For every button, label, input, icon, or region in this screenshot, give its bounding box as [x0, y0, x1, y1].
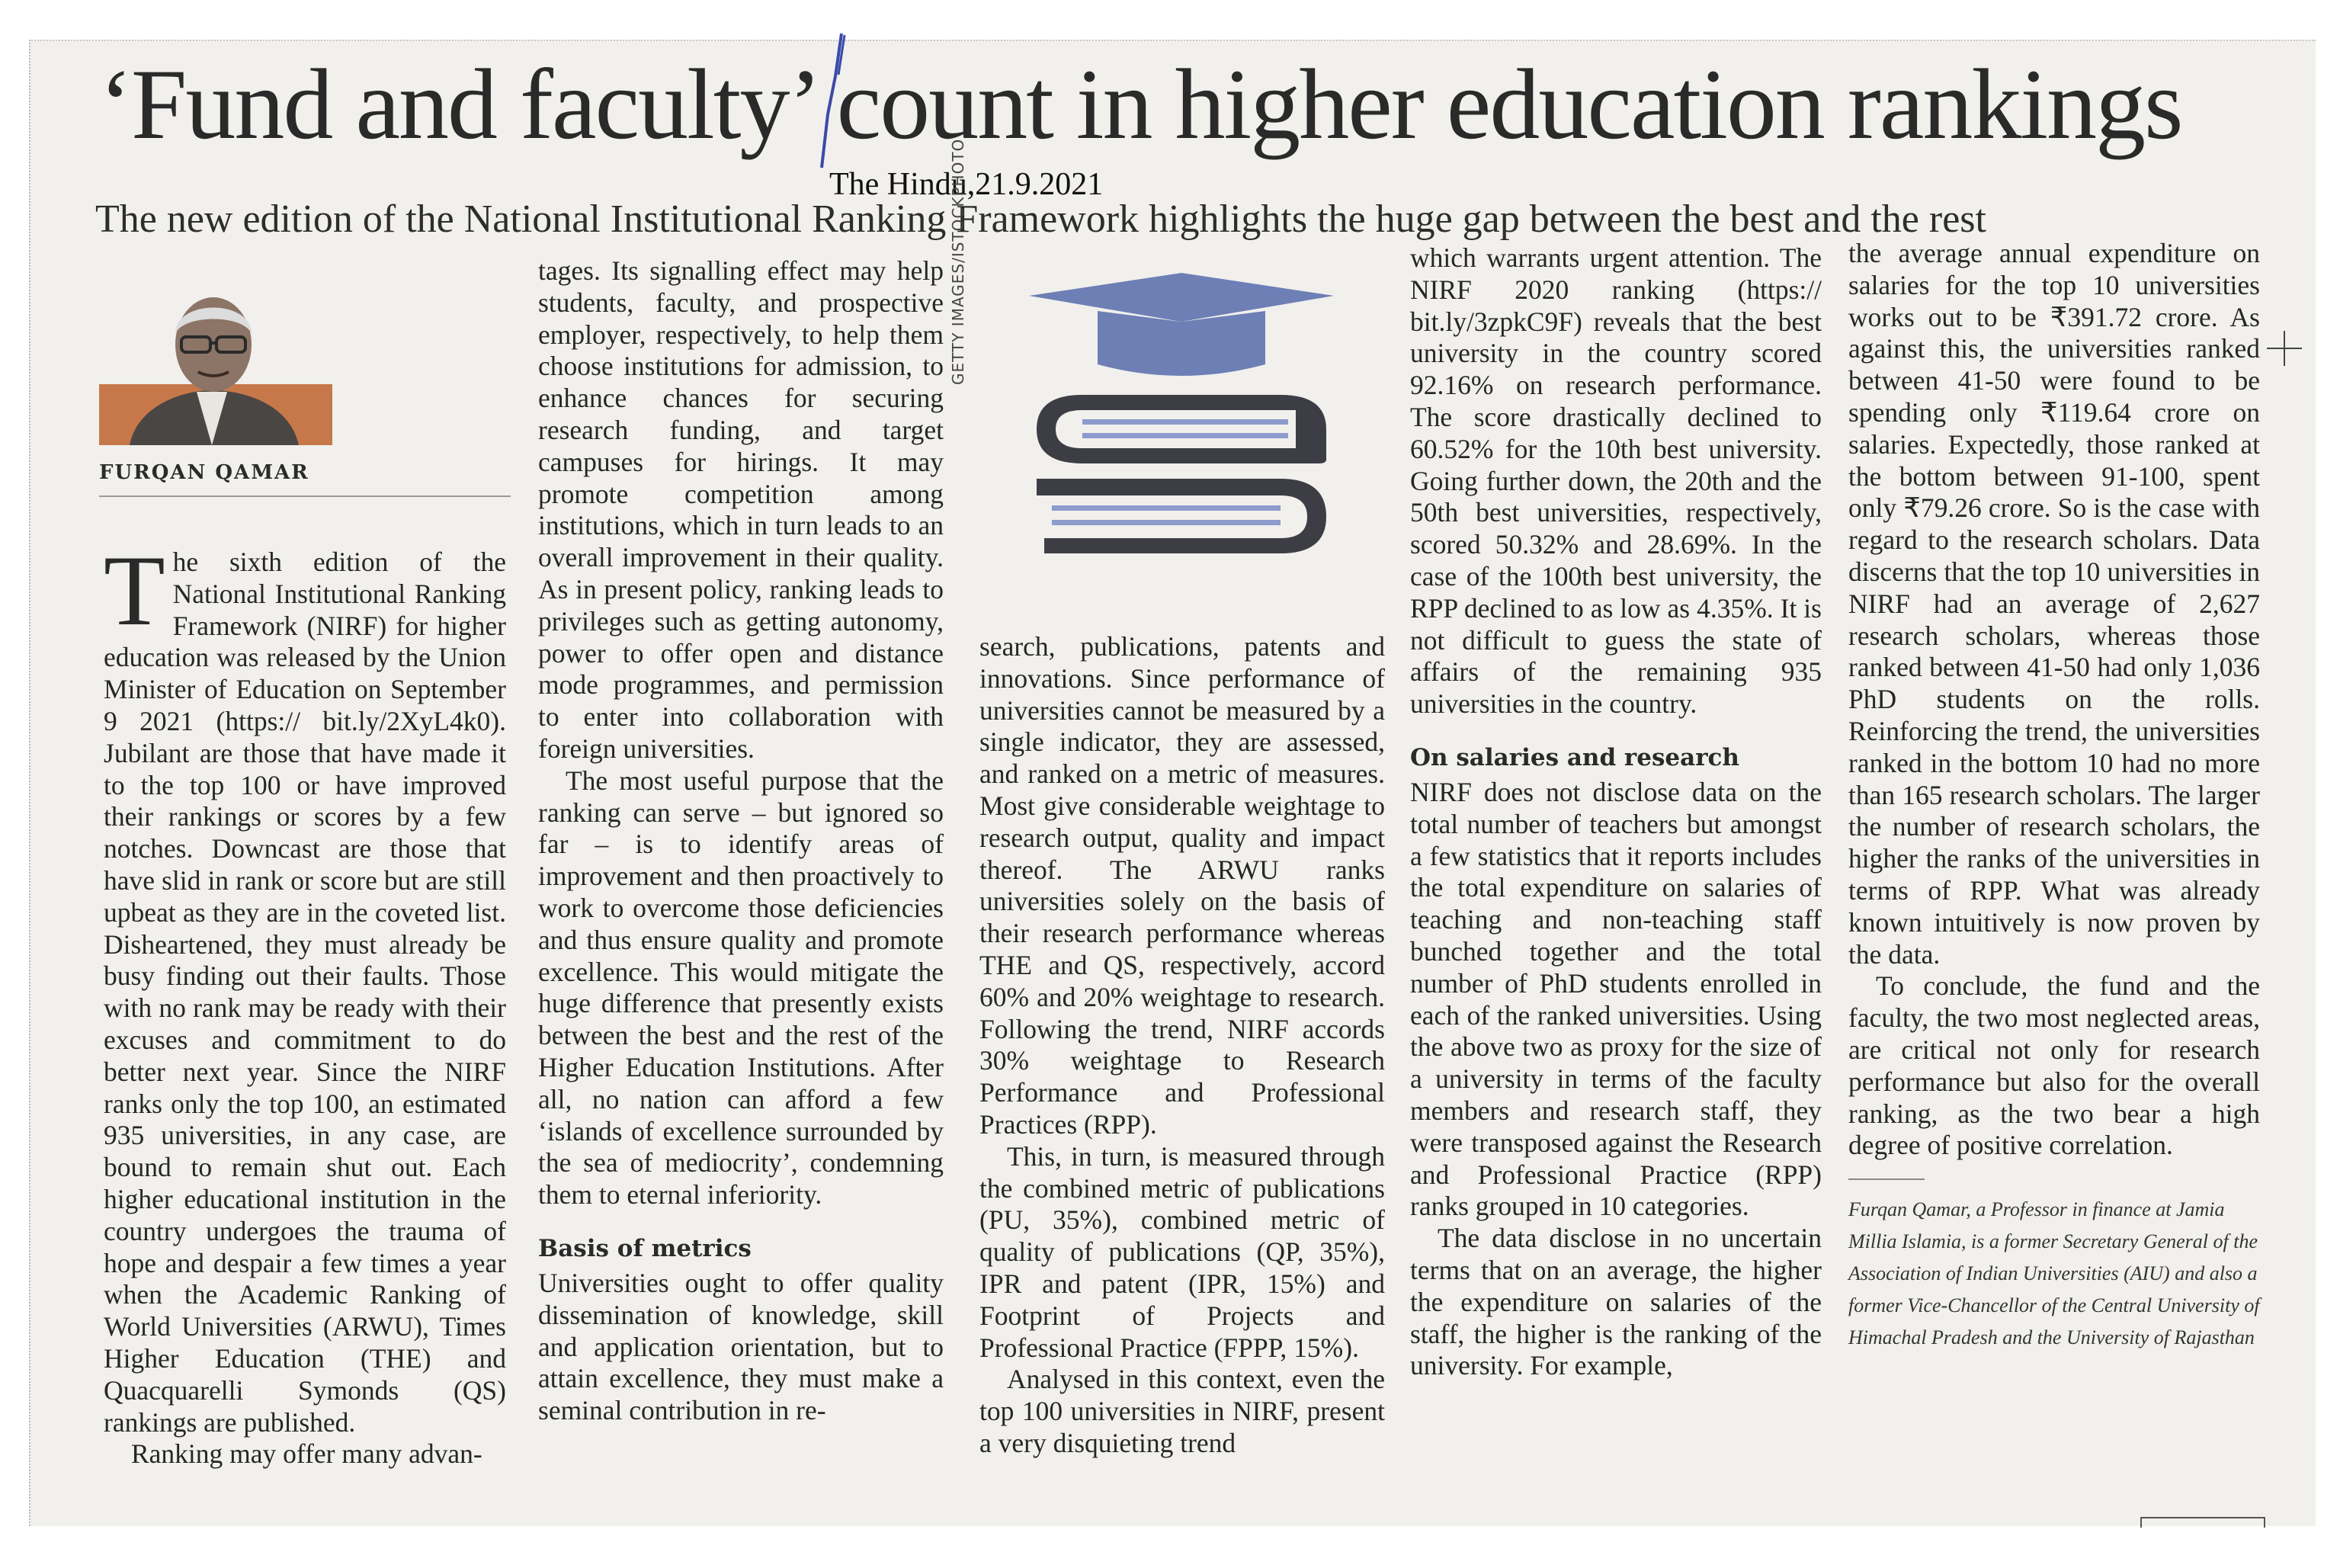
headline: ‘Fund and faculty’ count in higher education rankings — [99, 48, 2182, 160]
dropcap: T — [104, 534, 165, 646]
crosshair-icon — [2265, 329, 2303, 367]
paragraph — [104, 534, 506, 1438]
paragraph: This, in turn, is measured through the combined metric of publications (PU, 35%), combined metric of quality of publications (QP, 35%), IPR and patent (IPR, 15%) and Footprint of Projects and Professional Practice (FPPP, 15%). — [979, 1140, 1385, 1363]
paragraph: which warrants urgent attention. The NIRF 2020 ranking (https:// bit.ly/3zpkC9F) reveals that the best university in the country scored 92.16% on research performance. The score drastically declined to 60.52% for the 10th best university. Going further down, the 20th and the 50th best universities, respectively, scored 50.32% and 28.69%. In the case of the 100th best university, the RPP declined to as low as 4.35%. It is not difficult to guess the state of affairs of the remaining 935 universities in the country. — [1410, 242, 1822, 720]
paragraph: The data disclose in no uncertain terms that on an average, the higher the expenditure on salaries of the staff, the higher is the ranking of the university. For example, — [1410, 1223, 1822, 1381]
paragraph-text: he sixth edition of the National Institutional Ranking Framework (NIRF) for higher education was released by the Union Minister of Education on September 9 2021 (https:// bit.ly/2XyL4k0). Jubilant are those that have made it to the top 100 or have improved their rankings or scores by a few notches. Downcast are those that have slid in rank or score but are still upbeat as they are in the coveted list. Disheartened, they must already be busy finding out their faults. Those with no rank may be ready with their excuses and commitment to do better next year. Since the NIRF ranks only the top 100, an estimated 935 universities, in any case, are bound to remain shut out. Each higher educational institution in the country undergoes the trauma of hope and despair a few times a year when the Academic Ranking of World Universities (ARWU), Times Higher Education (THE) and Quacquarelli Symonds (QS) rankings are published. — [104, 547, 506, 1438]
column-4 — [1410, 242, 1822, 1382]
byline-rule — [99, 495, 511, 497]
column-2 — [538, 255, 944, 1427]
paragraph: To conclude, the fund and the faculty, the two most neglected areas, are critical not only for research performance but also for the overall ranking, as the two bear a high degree of positive correlation. — [1848, 970, 2260, 1161]
author-bio: Furqan Qamar, a Professor in finance at Jamia Millia Islamia, is a former Secretary General of the Association of Indian Universities (AIU) and also a former Vice-Chancellor of the Central University of Himachal Pradesh and the University of Rajasthan — [1848, 1198, 2260, 1349]
paragraph: tages. Its signalling effect may help students, faculty, and prospective employer, respectively, to help them choose institutions for admission, to enhance chances for securing research funding, and target campuses for hirings. It may promote competition among institutions, which in turn leads to an overall improvement in their quality. As in present policy, ranking leads to privileges such as getting autonomy, power to offer open and distance mode programmes, and permission to enter into collaboration with foreign universities. — [538, 255, 944, 764]
section-heading: On salaries and research — [1410, 743, 1739, 771]
paragraph: search, publications, patents and innovations. Since performance of universities cannot be measured by a single indicator, they are assessed, and ranked on a metric of measures. Most give considerable weightage to research output, quality and impact thereof. The ARWU ranks universities solely on the basis of their research performance whereas THE and QS, respectively, accord 60% and 20% weightage to research. Following the trend, NIRF accords 30% weightage to Research Performance and Professional Practices (RPP). — [979, 631, 1385, 1140]
paragraph: the average annual expenditure on salaries for the top 10 universities works out to be ₹391.72 crore. As against this, the universities ranked between 41-50 were found to be spending only ₹119.64 crore on salaries. Expectedly, those ranked at the bottom between 91-100, spent only ₹79.26 crore. So is the case with regard to the research scholars. Data discerns that the top 10 universities in NIRF had an average of 2,627 research scholars, whereas those ranked between 41-50 had only 1,036 PhD students on the rolls. Reinforcing the trend, the universities ranked in the bottom 10 had no more than 165 research scholars. The larger the number of research scholars, the higher the ranks of the universities in terms of RPP. What was already known intuitively is now proven by the data. — [1848, 238, 2260, 970]
source-date-stamp: The Hindu,21.9.2021 — [829, 167, 1104, 202]
author-photo — [99, 268, 332, 445]
photo-credit: GETTY IMAGES/ISTOCKPHOTO — [949, 138, 967, 385]
section-heading: Basis of metrics — [538, 1234, 752, 1262]
graduation-cap-books-illustration — [1014, 273, 1349, 608]
edge-tab — [2140, 1517, 2265, 1528]
paragraph: Ranking may offer many advan- — [131, 1438, 482, 1470]
column-1 — [104, 534, 506, 1470]
column-5 — [1848, 238, 2260, 1354]
column-3 — [979, 631, 1385, 1460]
bio-rule — [1848, 1178, 1925, 1180]
paragraph: Analysed in this context, even the top 100 universities in NIRF, present a very disquieting trend — [979, 1364, 1385, 1458]
paragraph: The most useful purpose that the ranking can serve – but ignored so far – is to identify areas of improvement and then proactively to work to overcome those deficiencies and thus ensure quality and promote excellence. This would mitigate the huge difference that presently exists between the best and the rest of the Higher Education Institutions. After all, no nation can afford a few ‘islands of excellence surrounded by the sea of mediocrity’, condemning them to eternal inferiority. — [538, 765, 944, 1210]
paragraph: Universities ought to offer quality dissemination of knowledge, skill and application orientation, but to attain excellence, they must make a seminal contribution in re- — [538, 1267, 944, 1426]
paragraph: NIRF does not disclose data on the total number of teachers but amongst a few statistics that it reports includes the total expenditure on salaries of teaching and non-teaching staff bunched together and the total number of PhD students enrolled in each of the ranked universities. Using the above two as proxy for the size of a university in terms of the faculty members and research staff, they were transposed against the Research and Professional Practice (RPP) ranks grouped in 10 categories. — [1410, 776, 1822, 1222]
subheadline: The new edition of the National Institutional Ranking Framework highlights the huge gap between the best and the rest — [95, 197, 1986, 241]
byline: FURQAN QAMAR — [99, 461, 309, 484]
